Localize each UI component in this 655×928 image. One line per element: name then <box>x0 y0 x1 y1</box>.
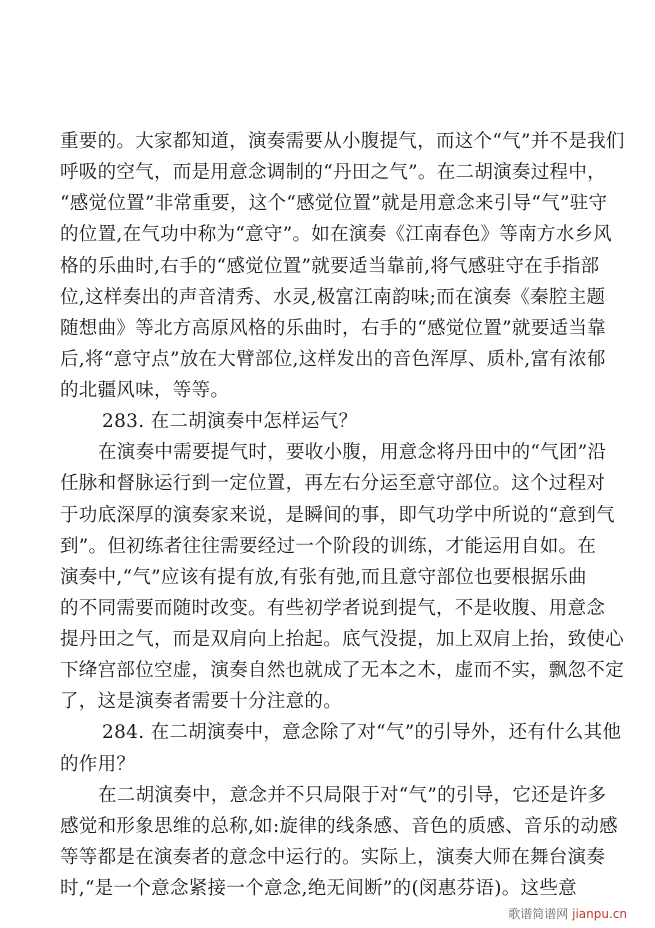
text-line: 格的乐曲时,右手的“感觉位置”就要适当靠前,将气感驻守在手指部 <box>60 255 600 277</box>
text-line: 呼吸的空气，而是用意念调制的“丹田之气”。在二胡演奏过程中， <box>60 162 606 184</box>
text-line: 演奏中,“气”应该有提有放,有张有弛,而且意守部位也要根据乐曲 <box>60 566 587 588</box>
text-line: “感觉位置”非常重要，这个“感觉位置”就是用意念来引导“气”驻守 <box>60 193 608 215</box>
text-line: 于功底深厚的演奏家来说，是瞬间的事，即气功学中所说的“意到气 <box>60 504 615 526</box>
text-line: 重要的。大家都知道，演奏需要从小腹提气，而这个“气”并不是我们 <box>60 131 625 152</box>
text-line: 的位置,在气功中称为“意守”。如在演奏《江南春色》等南方水乡风 <box>60 224 613 246</box>
text-line: 的作用？ <box>60 753 136 775</box>
text-line: 提丹田之气，而是双肩向上抬起。底气没提，加上双肩上抬，致使心 <box>60 629 625 650</box>
text-line: 在演奏中需要提气时，要收小腹，用意念将丹田中的“气团”沿 <box>98 442 607 464</box>
watermark-site: 歌谱简谱网 <box>508 907 569 921</box>
text-line: 在二胡演奏中，意念并不只局限于对“气”的引导，它还是许多 <box>98 784 607 806</box>
text-line: 了，这是演奏者需要十分注意的。 <box>60 691 343 713</box>
watermark-url: jianpu.cn <box>572 907 627 921</box>
text-line: 的不同需要而随时改变。有些初学者说到提气，不是收腹、用意念 <box>60 597 606 619</box>
text-line: 时,“是一个意念紧接一个意念,绝无间断”的(闵惠芬语)。这些意 <box>60 878 577 899</box>
text-line: 下绛宫部位空虚，演奏自然也就成了无本之木，虚而不实，飘忽不定 <box>60 660 625 682</box>
question-heading-284: 284. 在二胡演奏中，意念除了对“气”的引导外，还有什么其他 <box>102 722 622 744</box>
text-line: 任脉和督脉运行到一定位置，再左右分运至意守部位。这个过程对 <box>60 473 606 495</box>
text-line: 到”。但初练者往往需要经过一个阶段的训练，才能运用自如。在 <box>60 535 597 557</box>
text-line: 随想曲》等北方高原风格的乐曲时，右手的“感觉位置”就要适当靠 <box>60 317 606 339</box>
text-line: 感觉和形象思维的总称,如:旋律的线条感、音色的质感、音乐的动感 <box>60 815 618 837</box>
text-line: 的北疆风味，等等。 <box>60 380 230 401</box>
text-line: 后,将“意守点”放在大臂部位,这样发出的音色浑厚、质朴,富有浓郁 <box>60 348 606 370</box>
question-heading-283: 283. 在二胡演奏中怎样运气？ <box>102 411 358 433</box>
site-watermark <box>508 905 627 922</box>
text-line: 位,这样奏出的声音清秀、水灵,极富江南韵味;而在演奏《秦腔主题 <box>60 286 606 308</box>
text-line: 等等都是在演奏者的意念中运行的。实际上，演奏大师在舞台演奏 <box>60 846 606 868</box>
